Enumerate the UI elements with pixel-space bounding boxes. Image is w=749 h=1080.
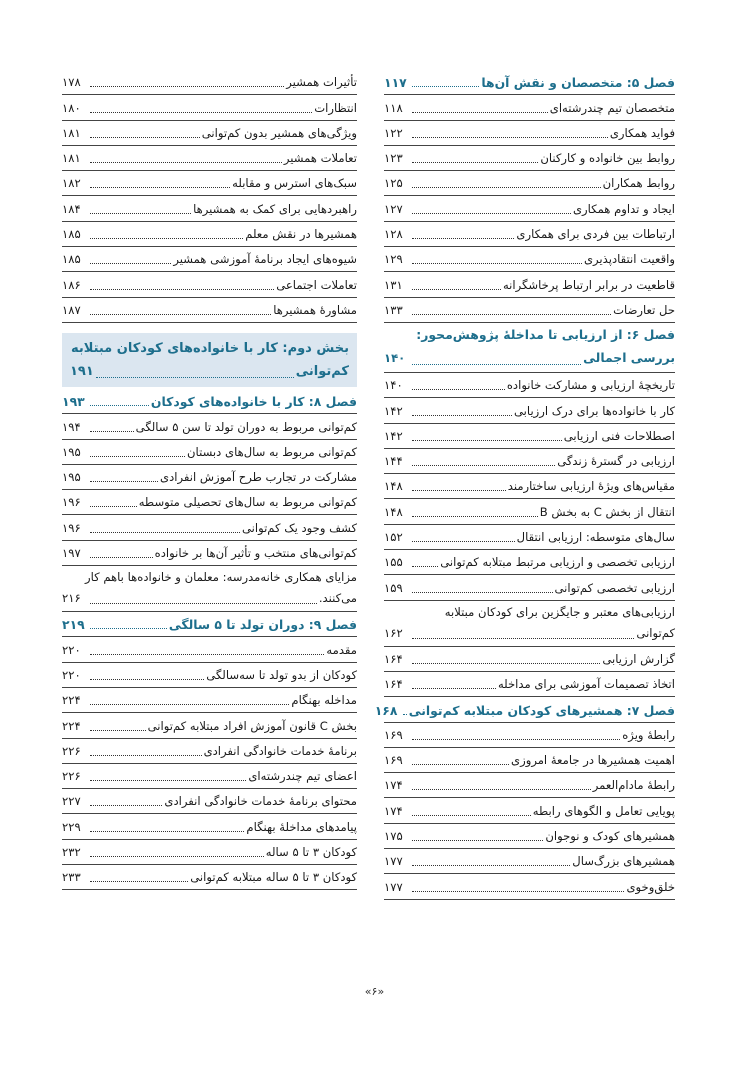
chapter-title: فصل ۷: همشیرهای کودکان مبتلابه کم‌توانی: [408, 702, 675, 718]
toc-entry-title: قاطعیت در برابر ارتباط پرخاشگرانه: [502, 277, 675, 292]
page-number: ۱۳۳: [384, 302, 403, 317]
toc-entry-title: اصطلاحات فنی ارزیابی: [563, 428, 675, 443]
toc-entry-title: رابطهٔ ویژه: [622, 727, 675, 742]
page-number: ۱۹۵: [62, 444, 81, 459]
toc-entry[interactable]: [384, 298, 675, 323]
toc-entry-title: حل تعارضات: [613, 302, 675, 317]
toc-entry-title: مشاورهٔ همشیرها: [273, 302, 357, 317]
toc-entry[interactable]: [384, 196, 675, 221]
page-number: ۱۹۶: [62, 495, 81, 510]
toc-entry-title: مزایای همکاری خانه‌مدرسه: معلمان و خانواده‌ها باهم کار: [84, 570, 357, 585]
page-number: ۱۹۱: [70, 363, 94, 379]
page-number: ۱۸۵: [62, 227, 81, 242]
toc-entry[interactable]: [384, 474, 675, 499]
toc-entry-title: ارتباطات بین فردی برای همکاری: [516, 227, 675, 242]
toc-entry[interactable]: [62, 637, 357, 662]
page-number: ۱۷۷: [384, 879, 403, 894]
page-number: ۲۲۷: [62, 794, 81, 809]
page-number: ۱۸۲: [62, 176, 81, 191]
toc-entry[interactable]: [384, 798, 675, 823]
toc-entry-title: روابط بین خانواده و کارکنان: [540, 151, 675, 166]
page-number: ۱۶۲: [384, 625, 403, 640]
page-number: ۱۱۷: [384, 75, 407, 91]
page-number: ۲۲۴: [62, 718, 81, 733]
toc-entry-title: کم‌توانی مربوط به سال‌های تحصیلی متوسطه: [138, 495, 357, 510]
toc-entry[interactable]: [62, 222, 357, 247]
toc-entry-title: بخش C قانون آموزش افراد مبتلابه کم‌توانی: [147, 718, 357, 733]
toc-entry-title: ارزیابی تخصصی کم‌توانی: [554, 580, 675, 595]
toc-entry-title: کودکان ۳ تا ۵ ساله: [265, 845, 357, 860]
page-number: ۱۴۲: [384, 428, 403, 443]
toc-entry[interactable]: [384, 874, 675, 899]
toc-entry[interactable]: [62, 663, 357, 688]
toc-entry-title: کودکان ۳ تا ۵ ساله مبتلابه کم‌توانی: [190, 870, 357, 885]
toc-chapter-7[interactable]: [374, 697, 675, 722]
page-number: ۲۲۹: [62, 819, 81, 834]
toc-entry-title: همشیرهای کودک و نوجوان: [545, 829, 675, 844]
part-title-cont: کم‌توانی: [295, 363, 349, 379]
toc-entry-title: ارزیابی تخصصی و ارزیابی مرتبط مبتلابه کم‌توانی: [440, 555, 675, 570]
page-number: ۱۹۶: [62, 520, 81, 535]
toc-entry-title: انتقال از بخش C به بخش B: [539, 504, 675, 519]
toc-entry-title: واقعیت انتقادپذیری: [583, 252, 675, 267]
page-number: ۱۶۴: [384, 677, 403, 692]
page-number: ۱۷۷: [384, 854, 403, 869]
toc-entry[interactable]: [384, 575, 675, 600]
page-number: ۱۲۵: [384, 176, 403, 191]
toc-entry[interactable]: [62, 566, 357, 612]
page-number: ۱۲۳: [384, 151, 403, 166]
page-number: ۲۲۰: [62, 667, 81, 682]
toc-entry[interactable]: [62, 414, 357, 439]
page-number: ۱۹۳: [62, 394, 85, 410]
toc-entry[interactable]: [62, 688, 357, 713]
toc-entry-title: تأثیرات همشیر: [286, 75, 357, 90]
page-number: ۱۷۸: [62, 75, 81, 90]
toc-entry[interactable]: [62, 739, 357, 764]
toc-entry[interactable]: [62, 764, 357, 789]
page-number: ۲۲۶: [62, 769, 81, 784]
page-number: ۱۷۴: [384, 803, 403, 818]
toc-entry-title: تعاملات اجتماعی: [276, 277, 357, 292]
toc-entry-title: کار با خانواده‌ها برای درک ارزیابی: [514, 403, 675, 418]
toc-entry[interactable]: [62, 840, 357, 865]
toc-entry[interactable]: [62, 121, 357, 146]
page-number: ۱۶۸: [374, 702, 398, 718]
toc-entry[interactable]: [384, 449, 675, 474]
toc-entry-title: همشیرهای بزرگ‌سال: [572, 854, 675, 869]
toc-entry[interactable]: [62, 865, 357, 890]
toc-entry[interactable]: [384, 222, 675, 247]
page-number: ۲۳۲: [62, 845, 81, 860]
toc-entry[interactable]: [384, 824, 675, 849]
toc-chapter-5[interactable]: [384, 70, 675, 95]
page-number: ۱۷۵: [384, 829, 403, 844]
toc-entry-title: مشارکت در تجارب طرح آموزش انفرادی: [160, 470, 357, 485]
part-title: بخش دوم: کار با خانواده‌های کودکان مبتلابه: [70, 340, 349, 356]
chapter-title: فصل ۶: از ارزیابی تا مداخلهٔ پژوهش‌محور:: [416, 326, 675, 342]
page-number: ۱۴۴: [384, 454, 403, 469]
chapter-title: فصل ۵: متخصصان و نقش آن‌ها: [481, 75, 675, 91]
toc-entry[interactable]: [62, 440, 357, 465]
toc-entry-title: شیوه‌های ایجاد برنامهٔ آموزشی همشیر: [173, 252, 357, 267]
toc-entry[interactable]: [62, 541, 357, 566]
toc-entry[interactable]: [62, 171, 357, 196]
toc-entry-title: روابط همکاران: [602, 176, 675, 191]
chapter-title: فصل ۸: کار با خانواده‌های کودکان: [150, 394, 357, 410]
toc-entry-title: اهمیت همشیرها در جامعهٔ امروزی: [511, 753, 675, 768]
page-number: ۲۱۹: [62, 617, 85, 633]
page-number: ۱۹۵: [62, 470, 81, 485]
toc-entry[interactable]: [62, 789, 357, 814]
toc-entry-title: همشیرها در نقش معلم: [245, 227, 357, 242]
page-number: ۱۸۰: [62, 100, 81, 115]
toc-entry-title: تعاملات همشیر: [283, 151, 357, 166]
toc-part-2[interactable]: [62, 333, 357, 387]
toc-entry[interactable]: [62, 814, 357, 839]
toc-entry[interactable]: [62, 272, 357, 297]
toc-entry-title: انتظارات: [314, 100, 357, 115]
toc-chapter-6[interactable]: [384, 323, 675, 373]
toc-entry-title: اتخاذ تصمیمات آموزشی برای مداخله: [497, 677, 675, 692]
toc-entry[interactable]: [384, 171, 675, 196]
toc-entry[interactable]: [62, 298, 357, 323]
page-number: ۱۵۲: [384, 530, 403, 545]
toc-entry[interactable]: [384, 499, 675, 524]
page-number: ۱۱۸: [384, 100, 403, 115]
page-number: ۱۲۲: [384, 125, 403, 140]
toc-entry[interactable]: [384, 424, 675, 449]
page-number: ۱۴۰: [384, 378, 403, 393]
page-number: ۱۶۹: [384, 727, 403, 742]
toc-entry[interactable]: [62, 95, 357, 120]
page-number: ۱۴۸: [384, 479, 403, 494]
toc-entry-title: مقدمه: [326, 642, 357, 657]
toc-entry[interactable]: [384, 121, 675, 146]
toc-entry[interactable]: [384, 398, 675, 423]
page-number: ۱۶۴: [384, 651, 403, 666]
toc-entry[interactable]: [384, 723, 675, 748]
toc-entry-title: گزارش ارزیابی: [602, 651, 675, 666]
page-number: ۱۷۴: [384, 778, 403, 793]
toc-chapter-9[interactable]: [62, 612, 357, 637]
toc-entry-title-cont: کم‌توانی: [636, 625, 675, 640]
toc-entry-title: ارزیابی‌های معتبر و جایگزین برای کودکان مبتلابه: [444, 604, 675, 619]
toc-entry[interactable]: [384, 601, 675, 647]
toc-entry-title: تاریخچهٔ ارزیابی و مشارکت خانواده: [506, 378, 675, 393]
page-number: ۱۹۴: [62, 419, 81, 434]
page-number: ۱۴۰: [384, 350, 406, 365]
page-number: ۲۲۰: [62, 642, 81, 657]
toc-entry[interactable]: [62, 713, 357, 738]
toc-entry[interactable]: [384, 849, 675, 874]
page-number: ۱۴۸: [384, 504, 403, 519]
page-number: ۱۲۷: [384, 201, 403, 216]
toc-entry-title-cont: می‌کنند.: [318, 591, 357, 606]
page-number: ۲۳۳: [62, 870, 81, 885]
toc-entry-title: پیامدهای مداخلهٔ بهنگام: [246, 819, 357, 834]
toc-entry-title: کشف وجود یک کم‌توانی: [241, 520, 357, 535]
toc-entry-title: ارزیابی در گسترهٔ زندگی: [557, 454, 675, 469]
page-number-footer: «۶»: [364, 985, 385, 998]
page-number: ۱۶۹: [384, 753, 403, 768]
page-number: ۱۵۵: [384, 555, 403, 570]
toc-entry-title: راهبردهایی برای کمک به همشیرها: [193, 201, 357, 216]
toc-entry[interactable]: [62, 515, 357, 540]
toc-entry[interactable]: [384, 748, 675, 773]
toc-entry[interactable]: [384, 525, 675, 550]
page-number: ۱۸۵: [62, 252, 81, 267]
toc-entry-title: فواید همکاری: [609, 125, 675, 140]
toc-entry-title: کودکان از بدو تولد تا سه‌سالگی: [206, 667, 357, 682]
page-number: ۱۲۹: [384, 252, 403, 267]
page-number: ۱۵۹: [384, 580, 403, 595]
page-number: ۱۸۷: [62, 302, 81, 317]
toc-entry-title: محتوای برنامهٔ خدمات خانوادگی انفرادی: [164, 794, 357, 809]
toc-entry[interactable]: [384, 550, 675, 575]
toc-entry[interactable]: [62, 490, 357, 515]
toc-entry[interactable]: [62, 465, 357, 490]
toc-entry[interactable]: [384, 647, 675, 672]
page-number: ۱۲۸: [384, 227, 403, 242]
toc-entry-title: ایجاد و تداوم همکاری: [572, 201, 675, 216]
chapter-title: فصل ۹: دوران تولد تا ۵ سالگی: [168, 617, 357, 633]
page-number: ۲۲۶: [62, 743, 81, 758]
page-number: ۲۱۶: [62, 591, 81, 606]
toc-entry[interactable]: [384, 146, 675, 171]
toc-entry[interactable]: [384, 247, 675, 272]
toc-entry[interactable]: [384, 95, 675, 120]
toc-entry-title: مداخله بهنگام: [291, 693, 357, 708]
toc-entry-title: ویژگی‌های همشیر بدون کم‌توانی: [201, 125, 357, 140]
chapter-title-cont: بررسی اجمالی: [583, 349, 675, 365]
toc-entry-title: رابطهٔ مادام‌العمر: [592, 778, 675, 793]
page-number: ۱۸۱: [62, 151, 81, 166]
toc-right-column: [374, 70, 675, 900]
toc-entry-title: خلق‌وخوی: [626, 879, 675, 894]
toc-left-column: [62, 70, 357, 890]
toc-entry[interactable]: [62, 146, 357, 171]
toc-chapter-8[interactable]: [62, 389, 357, 414]
toc-entry-title: کم‌توانی مربوط به دوران تولد تا سن ۵ سالگی: [135, 419, 357, 434]
toc-entry-title: پویایی تعامل و الگوهای رابطه: [532, 803, 675, 818]
toc-entry[interactable]: [62, 247, 357, 272]
page-number: ۱۸۶: [62, 277, 81, 292]
toc-entry-title: کم‌توانی‌های منتخب و تأثیر آن‌ها بر خانواده: [154, 546, 357, 561]
toc-entry[interactable]: [62, 70, 357, 95]
toc-entry-title: اعضای تیم چندرشته‌ای: [248, 769, 357, 784]
toc-entry[interactable]: [384, 773, 675, 798]
toc-entry-title: سال‌های متوسطه: ارزیابی انتقال: [516, 530, 675, 545]
toc-entry[interactable]: [384, 373, 675, 398]
toc-entry-title: کم‌توانی مربوط به سال‌های دبستان: [187, 444, 357, 459]
page-number: ۱۹۷: [62, 546, 81, 561]
page-number: ۱۳۱: [384, 277, 403, 292]
toc-entry-title: برنامهٔ خدمات خانوادگی انفرادی: [203, 743, 357, 758]
toc-entry-title: مقیاس‌های ویژهٔ ارزیابی ساختارمند: [507, 479, 675, 494]
toc-entry-title: متخصصان تیم چندرشته‌ای: [549, 100, 675, 115]
toc-entry[interactable]: [384, 272, 675, 297]
page-number: ۱۴۲: [384, 403, 403, 418]
page-number: ۲۲۴: [62, 693, 81, 708]
toc-entry-title: سبک‌های استرس و مقابله: [232, 176, 357, 191]
toc-entry[interactable]: [62, 196, 357, 221]
toc-entry[interactable]: [384, 672, 675, 697]
page-number: ۱۸۴: [62, 201, 81, 216]
page-number: ۱۸۱: [62, 125, 81, 140]
